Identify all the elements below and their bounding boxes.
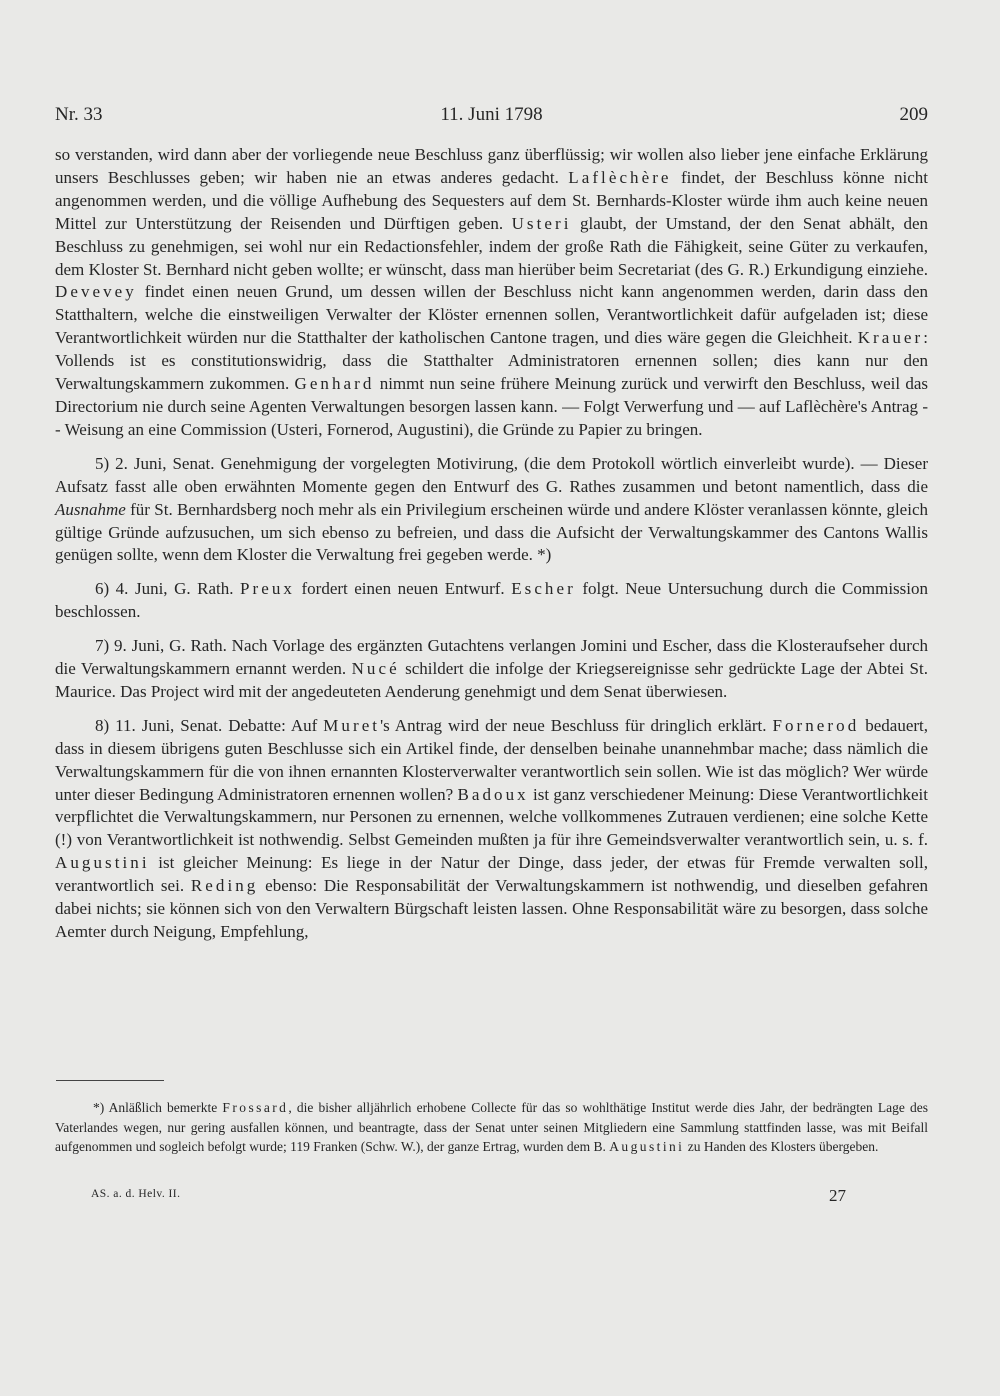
text-run: zu Handen des Klosters übergeben. [684, 1139, 879, 1155]
header-date: 11. Juni 1798 [440, 104, 543, 125]
paragraph [55, 144, 928, 442]
text-run: so verstanden, wird dann aber der vorliegende neue Beschluss ganz überflüssig; wir wollen also lieber jene einfache Erklärung unsers Beschlusses geben; wir haben nie an etwas anderes gedacht. [55, 145, 928, 187]
speaker-name: Augustini [609, 1139, 685, 1155]
speaker-name: Nucé [351, 659, 400, 679]
text-run: ebenso: Die Responsabilität der Verwaltungskammern ist nothwendig, und dieselben gefahren dabei nichts; sie können sich von den Verwaltern Bürgschaft leisten lassen. Ohne Responsabilität wäre zu besorgen, dass solche Aemter durch Neigung, Empfehlung, [55, 876, 928, 941]
speaker-name: Usteri [511, 213, 572, 233]
speaker-name: Fornerod [772, 715, 860, 735]
speaker-name: Laflèchère [568, 167, 672, 187]
paragraph [55, 635, 928, 704]
speaker-name: Reding [190, 876, 259, 896]
speaker-name: Genhard [294, 374, 375, 394]
text-run: fordert einen neuen Entwurf. [294, 579, 512, 599]
sheet-number: 27 [829, 1186, 846, 1205]
footnote [55, 1098, 928, 1157]
text-run: , die bisher alljährlich erhobene Collecte für das so wohlthätige Institut werde dies Jahr, der bedrängten Lage des Vaterlandes wegen, nur gering ausfallen können, und beantragte, dass der Senat unter seinen Mitgliedern eine Sammlung stattfinden lasse, was mit Beifall aufgenommen und sogleich befolgt wurde; 119 Franken (Schw. W.), der ganze Ertrag, wurden dem B. [55, 1100, 928, 1155]
speaker-name: Devevey [55, 282, 137, 302]
speaker-name: Frossard [222, 1100, 289, 1115]
page-number: 209 [899, 104, 928, 125]
footnote-divider [56, 1080, 164, 1081]
speaker-name: Krauer [857, 328, 924, 348]
text-run: 's Antrag wird der neue Beschluss für dringlich erklärt. [380, 715, 773, 735]
page-footer [55, 1186, 928, 1210]
text-run: *) Anläßlich bemerkte [93, 1100, 223, 1115]
text-run: bedauert, dass in diesem übrigens guten Beschlusse sich ein Artikel finde, der denselben beinahe unannehmbar mache; dass nämlich die Verwaltungskammern für die von ihnen ernannten Klosterverwalter verantwortlich sein sollen. Wie ist das möglich? Wer würde unter dieser Bedingung Administratoren ernennen wollen? [55, 715, 928, 804]
main-text [55, 144, 928, 944]
speaker-name: Preux [240, 579, 295, 599]
text-run: folgt. Neue Untersuchung durch die Commission beschlossen. [55, 579, 928, 622]
speaker-name: Escher [511, 579, 576, 599]
text-run: 7) 9. Juni, G. Rath. Nach Vorlage des ergänzten Gutachtens verlangen Jomini und Escher, dass die Klosteraufseher durch die Verwaltungskammern ernannt werden. [55, 636, 928, 679]
text-run: glaubt, der Umstand, der den Senat abhält, den Beschluss zu genehmigen, sei wohl nur ein Redactionsfehler, indem der große Rath die Fähigkeit, seine Güter zu verkaufen, dem Kloster St. Bernhard nicht geben wollte; er wünscht, dass man hierüber beim Secretariat (des G. R.) Erkundigung einziehe. [55, 213, 928, 279]
speaker-name: Badoux [457, 784, 529, 804]
document-number: Nr. 33 [55, 104, 103, 125]
text-run: 5) 2. Juni, Senat. Genehmigung der vorgelegten Motivirung, (die dem Protokoll wörtlich einverleibt wurde). — Dieser Aufsatz fasst alle oben erwähnten Momente gegen den Entwurf des G. Rathes zusammen und betont namentlich, dass die [55, 453, 928, 496]
text-run: 8) 11. Juni, Senat. Debatte: Auf [95, 715, 324, 735]
paragraph [55, 453, 928, 568]
paragraph [55, 715, 928, 944]
text-run: findet einen neuen Grund, um dessen willen der Beschluss nicht kann angenommen werden, darin dass den Statthaltern, welche die einstweiligen Verwalter der Klöster ernennen sollen, Verantwortlichkeit dafür aufgeladen ist; diese Verantwortlichkeit würden nur die Statthalter der katholischen Cantone tragen, und dies wäre gegen die Gleichheit. [55, 282, 928, 348]
text-run: findet, der Beschluss könne nicht angenommen werden, und die völlige Aufhebung des Sequesters auf dem St. Bernhards-Kloster würde ihm auch keine neuen Mittel zur Unterstützung der Reisenden und Dürftigen geben. [55, 167, 928, 233]
text-run: ist ganz verschiedener Meinung: Diese Verantwortlichkeit verpflichtet die Verwaltungskammern, nur Personen zu ernennen, welche vollkommenes Zutrauen verdienen; eine solche Kette (!) von Verantwortlichkeit ist nothwendig. Selbst Gemeinden mußten ja für ihre Gemeindsverwalter verantwortlich sein, u. s. f. [55, 784, 928, 850]
running-header [55, 104, 928, 130]
signature-mark: AS. a. d. Helv. II. [91, 1188, 181, 1200]
text-run: : Vollends ist es constitutionswidrig, dass die Statthalter Administratoren ernennen sollen; dies kann nur den Verwaltungskammern zukommen. [55, 328, 928, 394]
emphasis-text: Ausnahme [55, 499, 126, 519]
text-run: schildert die infolge der Kriegsereignisse sehr gedrückte Lage der Abtei St. Maurice. Das Project wird mit der angedeuteten Aenderung genehmigt und dem Senat überwiesen. [55, 659, 928, 701]
text-run: für St. Bernhardsberg noch mehr als ein Privilegium erscheinen würde und andere Klöster veranlassen könnte, gleich gültige Gründe aufzusuchen, um sich ebenso zu befreien, und dass die Aufsicht der Verwaltungskammer des Cantons Wallis genügen sollte, wenn dem Kloster die Verwaltung frei gegeben werde. *) [55, 499, 928, 565]
paragraph [55, 578, 928, 624]
speaker-name: Muret [323, 715, 381, 735]
text-run: nimmt nun seine frühere Meinung zurück und verwirft den Beschluss, weil das Directorium nie durch seine Agenten Verwaltungen besorgen lassen kann. — Folgt Verwerfung und — auf Laflèchère's Antrag -- Weisung an eine Commission (Usteri, Fornerod, Augustini), die Gründe zu Papier zu bringen. [55, 374, 929, 439]
speaker-name: Augustini [55, 853, 150, 873]
text-run: ist gleicher Meinung: Es liege in der Natur der Dinge, dass jeder, der etwas für Fremde verwalten soll, verantwortlich sei. [55, 853, 928, 896]
text-run: 6) 4. Juni, G. Rath. [95, 579, 240, 599]
